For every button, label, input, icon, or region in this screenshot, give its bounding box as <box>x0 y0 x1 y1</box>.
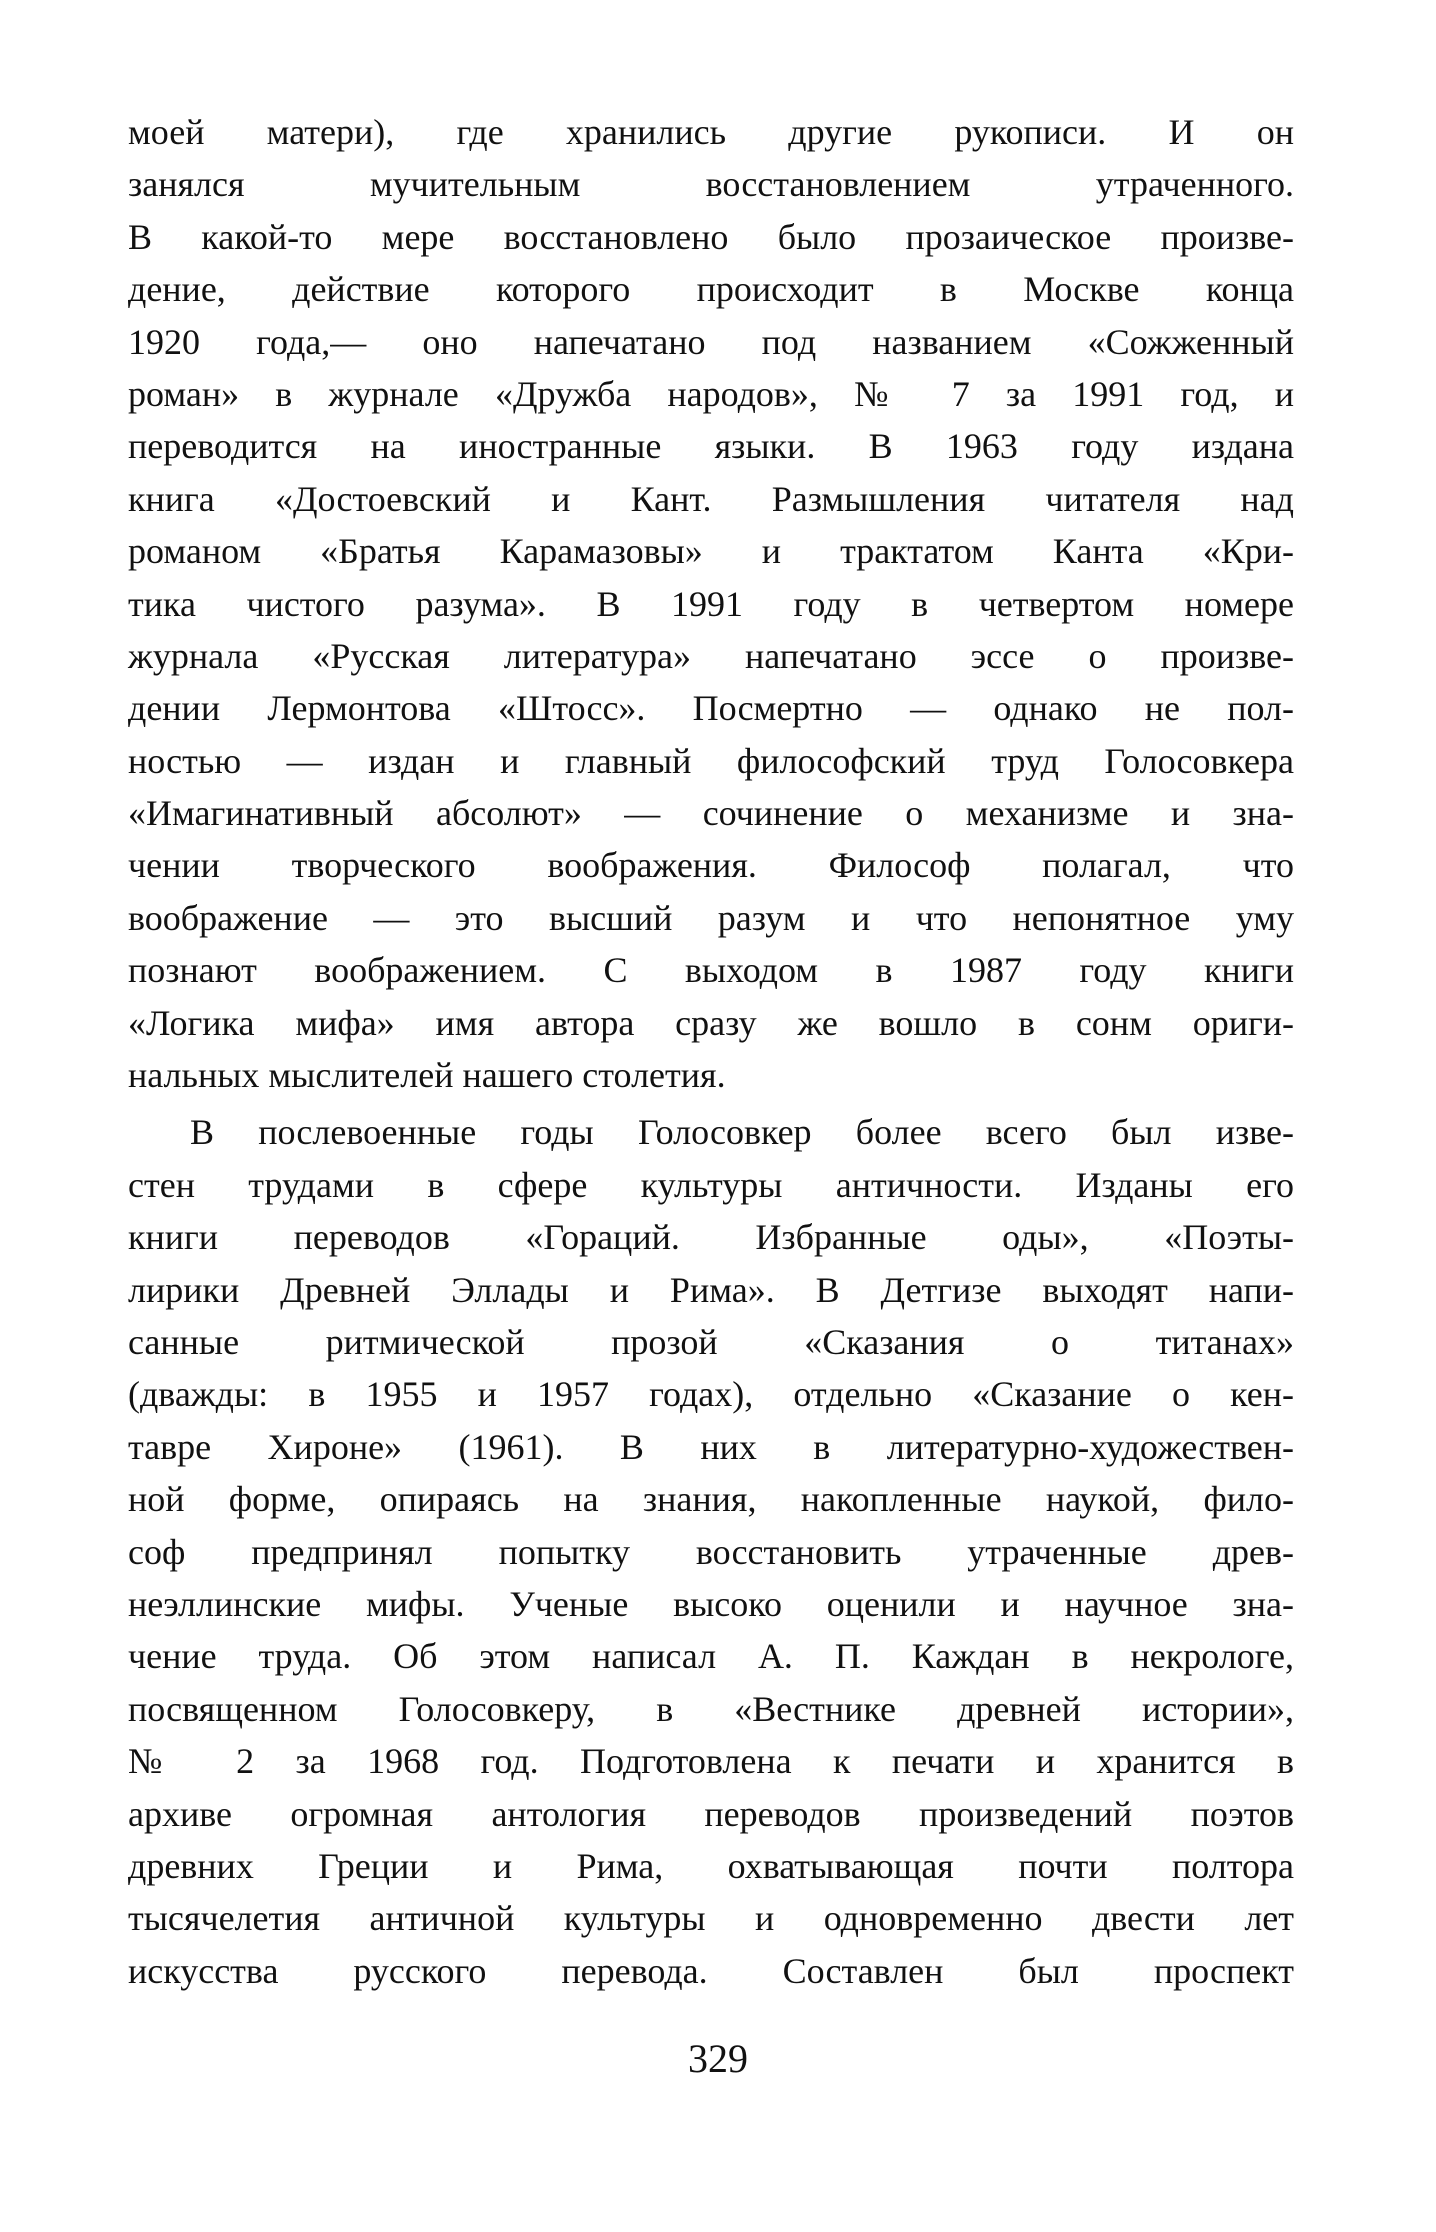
text-line: воображение — это высший разум и что непонятное уму <box>128 897 1294 938</box>
text-line: В какой-то мере восстановлено было прозаическое произве- <box>128 216 1294 257</box>
text-line: книги переводов «Гораций. Избранные оды», «Поэты- <box>128 1217 1294 1258</box>
text-line: занялся мучительным восстановлением утраченного. <box>128 164 1294 205</box>
text-line: В послевоенные годы Голосовкер более всего был изве- <box>190 1112 1294 1153</box>
text-line: ной форме, опираясь на знания, накопленные наукой, фило- <box>128 1479 1294 1520</box>
body-text <box>128 106 1294 1997</box>
text-line: чении творческого воображения. Философ полагал, что <box>128 845 1294 886</box>
text-line: соф предпринял попытку восстановить утраченные древ- <box>128 1531 1294 1572</box>
text-line: неэллинские мифы. Ученые высоко оценили и научное зна- <box>128 1583 1294 1624</box>
text-line: тысячелетия античной культуры и одновременно двести лет <box>128 1898 1294 1939</box>
text-line: архиве огромная антология переводов произведений поэтов <box>128 1793 1294 1834</box>
text-line: ностью — издан и главный философский труд Голосовкера <box>128 740 1294 781</box>
text-line: переводится на иностранные языки. В 1963 году издана <box>128 426 1294 467</box>
text-line: роман» в журнале «Дружба народов», № 7 за 1991 год, и <box>128 373 1294 414</box>
text-line: стен трудами в сфере культуры античности. Изданы его <box>128 1164 1294 1205</box>
text-line: древних Греции и Рима, охватывающая почти полтора <box>128 1845 1294 1886</box>
text-line: познают воображением. С выходом в 1987 году книги <box>128 950 1294 991</box>
text-line: тика чистого разума». В 1991 году в четвертом номере <box>128 583 1294 624</box>
text-line: искусства русского перевода. Составлен был проспект <box>128 1950 1294 1991</box>
text-line: дение, действие которого происходит в Москве конца <box>128 269 1294 310</box>
text-line: «Имагинативный абсолют» — сочинение о механизме и зна- <box>128 793 1294 834</box>
page-number: 329 <box>688 2036 748 2081</box>
text-line: санные ритмической прозой «Сказания о титанах» <box>128 1321 1294 1362</box>
text-line: моей матери), где хранились другие рукописи. И он <box>128 112 1294 152</box>
text-line: дении Лермонтова «Штосс». Посмертно — однако не пол- <box>128 688 1294 729</box>
text-line: нальных мыслителей нашего столетия. <box>128 1055 726 1096</box>
text-line: журнала «Русская литература» напечатано эссе о произве- <box>128 635 1294 676</box>
text-line: (дважды: в 1955 и 1957 годах), отдельно «Сказание о кен- <box>128 1374 1294 1415</box>
paragraph-2 <box>128 1106 1294 1997</box>
text-line: посвященном Голосовкеру, в «Вестнике древней истории», <box>128 1688 1294 1729</box>
text-line: тавре Хироне» (1961). В них в литературно-художествен- <box>128 1426 1294 1467</box>
text-line: книга «Достоевский и Кант. Размышления читателя над <box>128 478 1294 519</box>
paragraph-1 <box>128 106 1294 1101</box>
text-line: чение труда. Об этом написал А. П. Каждан в некрологе, <box>128 1636 1294 1677</box>
text-line: лирики Древней Эллады и Рима». В Детгизе выходят напи- <box>128 1269 1294 1310</box>
text-line: «Логика мифа» имя автора сразу же вошло в сонм ориги- <box>128 1002 1294 1043</box>
text-line: № 2 за 1968 год. Подготовлена к печати и хранится в <box>128 1741 1294 1782</box>
text-line: 1920 года,— оно напечатано под названием «Сожженный <box>128 321 1294 362</box>
text-line: романом «Братья Карамазовы» и трактатом Канта «Кри- <box>128 531 1294 572</box>
